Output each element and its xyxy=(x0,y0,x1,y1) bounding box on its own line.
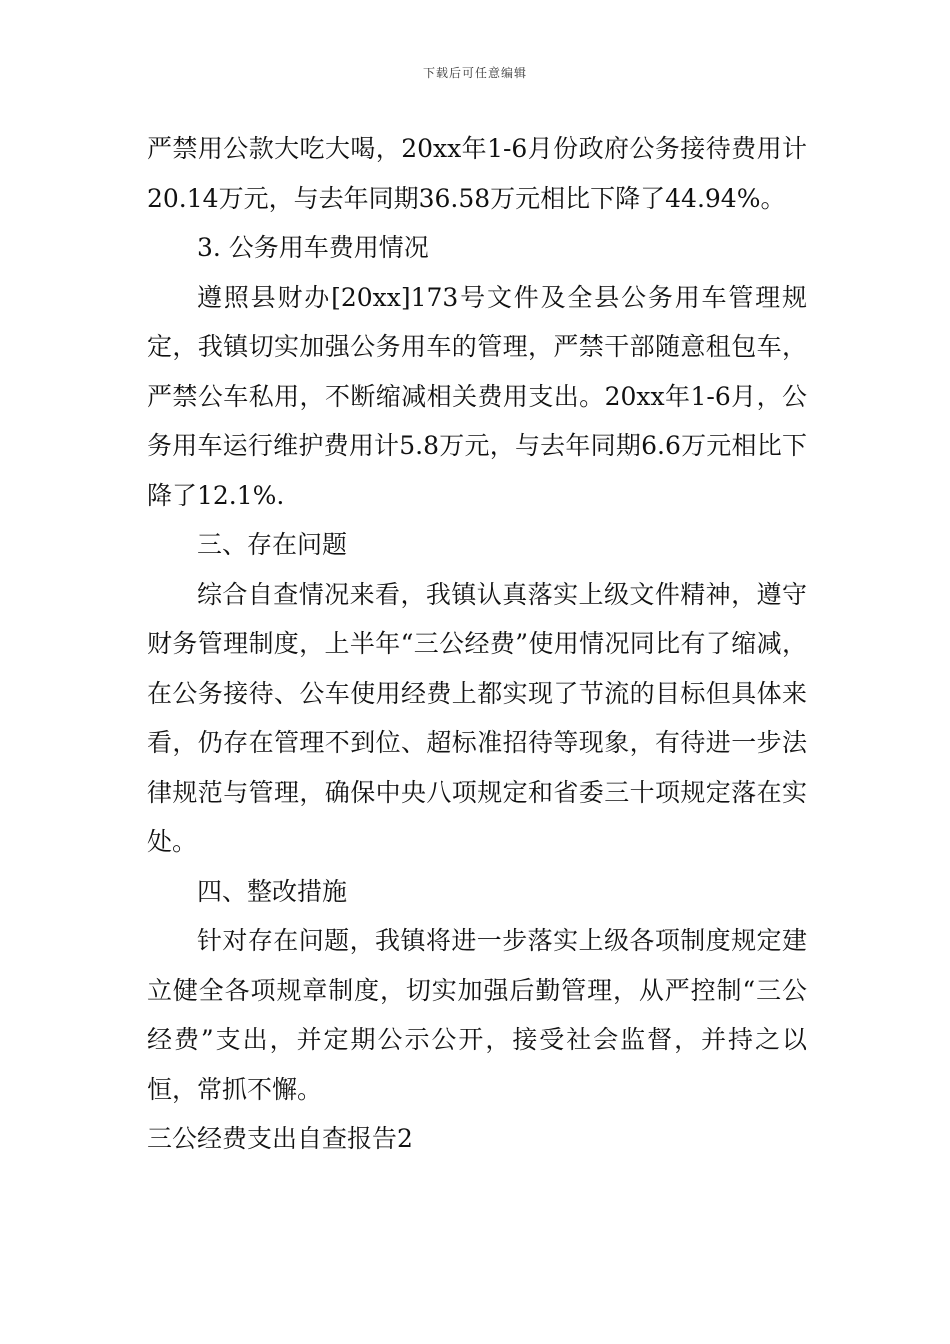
heading-existing-problems: 三、存在问题 xyxy=(197,530,348,559)
paragraph-vehicle-costs: 遵照县财办[20xx]173号文件及全县公务用车管理规定，我镇切实加强公务用车的管理，严禁干部随意租包车，严禁公车私用，不断缩减相关费用支出。20xx年1-6月，公务用车运行维护费用计5.8万元，与去年同期6.6万元相比下降了12.1%. xyxy=(147,282,807,510)
document-body xyxy=(147,124,807,1164)
paragraph-reception-costs: 严禁用公款大吃大喝，20xx年1-6月份政府公务接待费用计20.14万元，与去年同期36.58万元相比下降了44.94%。 xyxy=(147,134,807,213)
paragraph-existing-problems: 综合自查情况来看，我镇认真落实上级文件精神，遵守财务管理制度，上半年“三公经费”使用情况同比有了缩减，在公务接待、公车使用经费上都实现了节流的目标但具体来看，仍存在管理不到位、超标准招待等现象，有待进一步法律规范与管理，确保中央八项规定和省委三十项规定落在实处。 xyxy=(147,579,807,856)
paragraph-rectification-measures: 针对存在问题，我镇将进一步落实上级各项制度规定建立健全各项规章制度，切实加强后勤管理，从严控制“三公经费”支出，并定期公示公开，接受社会监督，并持之以恒，常抓不懈。 xyxy=(147,926,807,1104)
heading-rectification-measures: 四、整改措施 xyxy=(197,876,348,906)
next-report-title: 三公经费支出自查报告2 xyxy=(147,1124,413,1153)
heading-vehicle-costs: 3. 公务用车费用情况 xyxy=(197,233,429,262)
page-header-note: 下载后可任意编辑 xyxy=(422,66,527,80)
